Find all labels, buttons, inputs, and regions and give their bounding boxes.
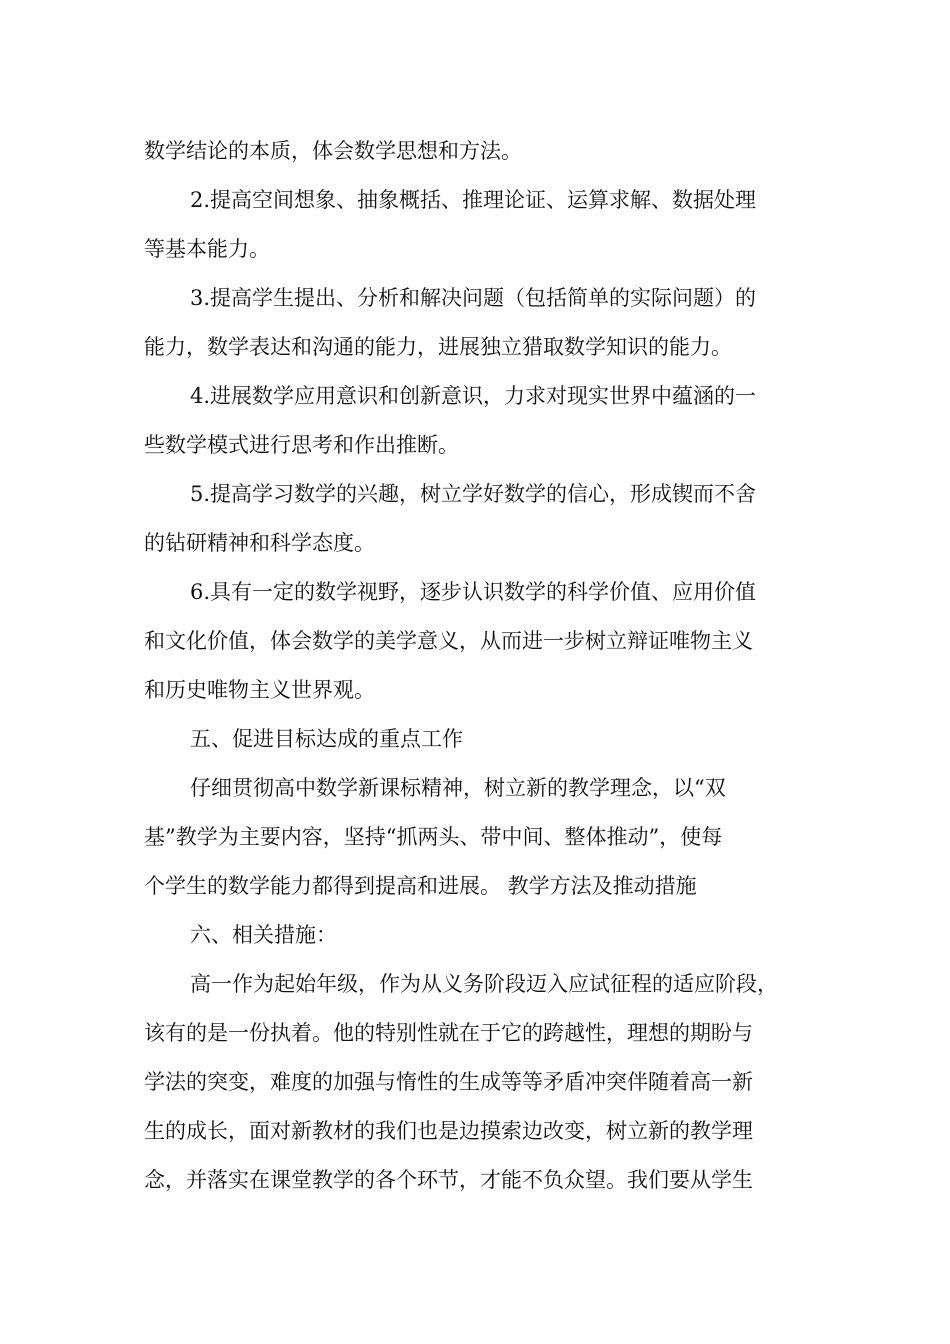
text-line: 能力，数学表达和沟通的能力，进展独立猎取数学知识的能力。 [144,335,732,359]
paragraph-line: 高一作为起始年级，作为从义务阶段迈入应试征程的适应阶段， [190,972,778,996]
text-line: 数学结论的本质，体会数学思想和方法。 [144,139,522,163]
text-line: 等基本能力。 [144,237,270,261]
paragraph-line: 生的成长，面对新教材的我们也是边摸索边改变，树立新的教学理 [144,1119,753,1143]
list-item-2: 2.提高空间想象、抽象概括、推理论证、运算求解、数据处理 [190,188,757,212]
paragraph-line: 学法的突变，难度的加强与惰性的生成等等矛盾冲突伴随着高一新 [144,1070,753,1094]
text-line: 的钻研精神和科学态度。 [144,531,375,555]
section-heading-6: 六、相关措施： [190,923,337,947]
section-heading-5: 五、促进目标达成的重点工作 [190,727,463,751]
text-line: 些数学模式进行思考和作出推断。 [144,433,459,457]
paragraph-line: 该有的是一份执着。他的特别性就在于它的跨越性，理想的期盼与 [144,1021,753,1045]
text-line: 和文化价值，体会数学的美学意义，从而进一步树立辩证唯物主义 [144,629,753,653]
paragraph-line: 个学生的数学能力都得到提高和进展。 教学方法及推动措施 [144,874,697,898]
paragraph-line: 仔细贯彻高中数学新课标精神，树立新的教学理念，以“双 [190,776,726,800]
list-item-4: 4.进展数学应用意识和创新意识，力求对现实世界中蕴涵的一 [190,384,757,408]
list-item-3: 3.提高学生提出、分析和解决问题（包括简单的实际问题）的 [190,286,757,310]
list-item-5: 5.提高学习数学的兴趣，树立学好数学的信心，形成锲而不舍 [190,482,757,506]
paragraph-line: 基”教学为主要内容，坚持“抓两头、带中间、整体推动”，使每 [144,825,723,849]
text-line: 和历史唯物主义世界观。 [144,678,375,702]
paragraph-line: 念，并落实在课堂教学的各个环节，才能不负众望。我们要从学生 [144,1168,753,1192]
list-item-6: 6.具有一定的数学视野，逐步认识数学的科学价值、应用价值 [190,580,757,604]
